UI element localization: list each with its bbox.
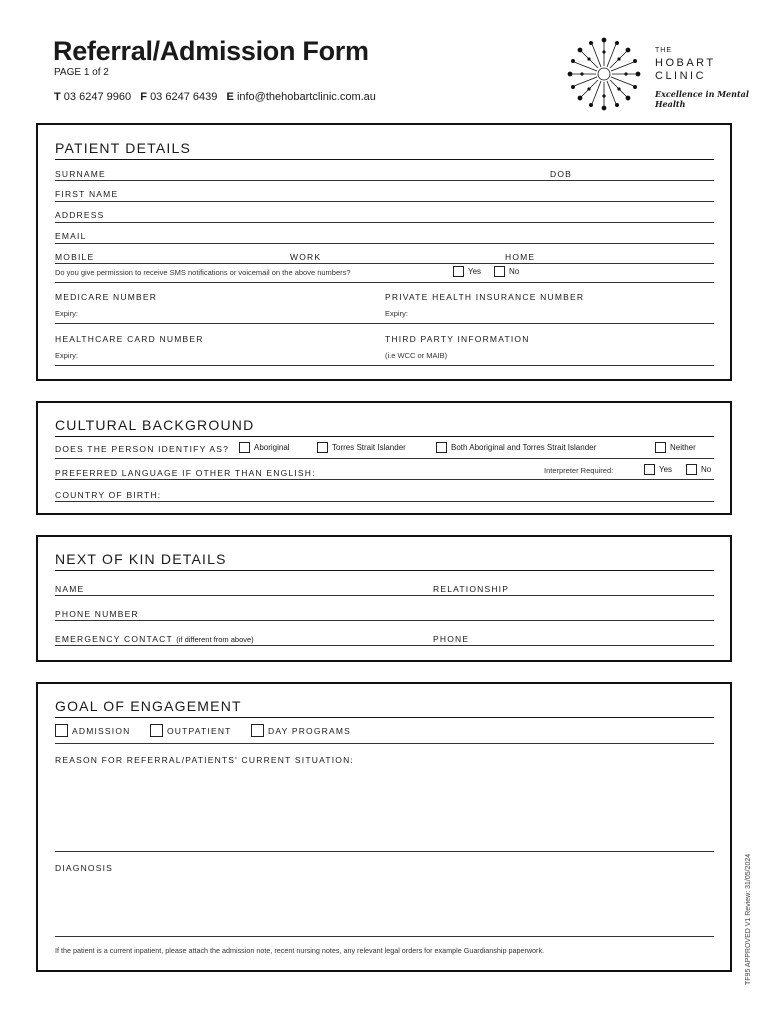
admission-checkbox[interactable]	[55, 724, 68, 737]
next-of-kin-title: NEXT OF KIN DETAILS	[55, 551, 227, 567]
phone-label: T	[54, 91, 61, 103]
torres-checkbox[interactable]	[317, 442, 328, 453]
email-address: info@thehobartclinic.com.au	[236, 91, 376, 103]
form-title: Referral/Admission Form	[53, 36, 369, 66]
outpatient-label: OUTPATIENT	[167, 725, 232, 736]
outpatient-checkbox[interactable]	[150, 724, 163, 737]
divider	[55, 436, 714, 437]
private-health-label: PRIVATE HEALTH INSURANCE NUMBER	[385, 292, 585, 302]
reason-field[interactable]	[55, 851, 714, 852]
cultural-background-title: CULTURAL BACKGROUND	[55, 417, 255, 433]
cultural-background-section	[36, 401, 732, 515]
document-version-note: TF95 APPROVED V1 Review: 31/05/2024	[745, 853, 752, 985]
healthcare-card-label: HEALTHCARE CARD NUMBER	[55, 334, 204, 344]
kin-phone-field[interactable]	[55, 620, 714, 621]
relationship-label: RELATIONSHIP	[433, 584, 510, 594]
sms-yes-option[interactable]	[453, 266, 481, 277]
diagnosis-field[interactable]	[55, 936, 714, 937]
email-field[interactable]	[55, 243, 714, 244]
emergency-contact-text: EMERGENCY CONTACT	[55, 634, 173, 644]
interpreter-yes-label: Yes	[659, 465, 673, 474]
both-option[interactable]	[436, 442, 596, 453]
patient-details-title: PATIENT DETAILS	[55, 140, 191, 156]
inpatient-footnote: If the patient is a current inpatient, please attach the admission note, recent nursing notes, any relevant legal orders for example Guardianship paperwork.	[55, 946, 545, 955]
interpreter-yes-checkbox[interactable]	[644, 464, 655, 475]
interpreter-no-label: No	[701, 465, 712, 474]
sms-question: Do you give permission to receive SMS notifications or voicemail on the above numbers?	[55, 268, 351, 277]
aboriginal-checkbox[interactable]	[239, 442, 250, 453]
divider	[55, 159, 714, 160]
torres-label: Torres Strait Islander	[332, 443, 406, 452]
day-programs-label: DAY PROGRAMS	[268, 725, 352, 736]
goal-title: GOAL OF ENGAGEMENT	[55, 698, 242, 714]
day-programs-checkbox[interactable]	[251, 724, 264, 737]
kin-phone-label: PHONE NUMBER	[55, 609, 139, 619]
clinic-logo-icon	[565, 35, 643, 118]
sms-no-option[interactable]	[494, 266, 519, 277]
neither-checkbox[interactable]	[655, 442, 666, 453]
phone-number: 03 6247 9960	[63, 91, 132, 103]
page-number: PAGE 1 of 2	[54, 67, 109, 78]
work-label: WORK	[290, 252, 322, 262]
both-label: Both Aboriginal and Torres Strait Islander	[451, 443, 597, 452]
third-party-note: (i.e WCC or MAIB)	[385, 351, 448, 360]
patient-details-section	[36, 123, 732, 381]
divider	[55, 717, 714, 718]
divider	[55, 570, 714, 571]
sms-no-label: No	[509, 267, 520, 276]
kin-name-field[interactable]	[55, 595, 714, 596]
home-label: HOME	[505, 252, 536, 262]
torres-option[interactable]	[317, 442, 406, 453]
email-label: EMAIL	[55, 231, 87, 241]
day-programs-option[interactable]	[251, 724, 351, 737]
email-label: E	[226, 91, 234, 103]
phone-fields[interactable]	[55, 263, 714, 264]
emergency-contact-field[interactable]	[55, 645, 714, 646]
contact-line	[54, 91, 376, 103]
divider	[55, 458, 714, 459]
first-name-label: FIRST NAME	[55, 189, 119, 199]
emergency-contact-note: (if different from above)	[176, 635, 254, 644]
neither-label: Neither	[670, 443, 696, 452]
clinic-brand	[655, 44, 716, 83]
fax-number: 03 6247 6439	[150, 91, 218, 103]
admission-label: ADMISSION	[72, 725, 131, 736]
neither-option[interactable]	[655, 442, 696, 453]
sms-yes-checkbox[interactable]	[453, 266, 464, 277]
country-field[interactable]	[55, 501, 714, 502]
kin-name-label: NAME	[55, 584, 85, 594]
fax-label: F	[140, 91, 147, 103]
healthcare-expiry: Expiry:	[55, 351, 78, 360]
mobile-label: MOBILE	[55, 252, 95, 262]
private-health-expiry: Expiry:	[385, 309, 408, 318]
outpatient-option[interactable]	[150, 724, 232, 737]
both-checkbox[interactable]	[436, 442, 447, 453]
medicare-label: MEDICARE NUMBER	[55, 292, 158, 302]
surname-label: SURNAME	[55, 169, 106, 179]
medicare-field[interactable]	[55, 323, 714, 324]
address-field[interactable]	[55, 222, 714, 223]
divider	[55, 743, 714, 744]
brand-tagline: Excellence in Mental Health	[655, 89, 749, 109]
third-party-label: THIRD PARTY INFORMATION	[385, 334, 530, 344]
brand-hobart: HOBART	[655, 57, 716, 69]
interpreter-yes-option[interactable]	[644, 464, 672, 475]
emergency-phone-label: PHONE	[433, 634, 470, 644]
sms-no-checkbox[interactable]	[494, 266, 505, 277]
brand-clinic: CLINIC	[655, 70, 707, 82]
healthcare-field[interactable]	[55, 365, 714, 366]
interpreter-no-option[interactable]	[686, 464, 711, 475]
language-label: PREFERRED LANGUAGE IF OTHER THAN ENGLISH:	[55, 468, 316, 478]
address-label: ADDRESS	[55, 210, 105, 220]
aboriginal-option[interactable]	[239, 442, 290, 453]
first-name-field[interactable]	[55, 201, 714, 202]
sms-yes-label: Yes	[468, 267, 482, 276]
identify-label: DOES THE PERSON IDENTIFY AS?	[55, 444, 230, 454]
next-of-kin-section	[36, 535, 732, 662]
country-label: COUNTRY OF BIRTH:	[55, 490, 162, 500]
reason-label: REASON FOR REFERRAL/PATIENTS' CURRENT SITUATION:	[55, 755, 354, 765]
brand-the: THE	[655, 47, 672, 54]
emergency-contact-label	[55, 634, 254, 644]
dob-label: DOB	[550, 169, 573, 179]
diagnosis-label: DIAGNOSIS	[55, 863, 114, 873]
language-field[interactable]	[55, 479, 714, 480]
surname-field[interactable]	[55, 180, 714, 181]
interpreter-no-checkbox[interactable]	[686, 464, 697, 475]
medicare-expiry: Expiry:	[55, 309, 78, 318]
aboriginal-label: Aboriginal	[254, 443, 290, 452]
goal-of-engagement-section	[36, 682, 732, 972]
divider	[55, 282, 714, 283]
interpreter-label: Interpreter Required:	[544, 466, 614, 475]
admission-option[interactable]	[55, 724, 131, 737]
